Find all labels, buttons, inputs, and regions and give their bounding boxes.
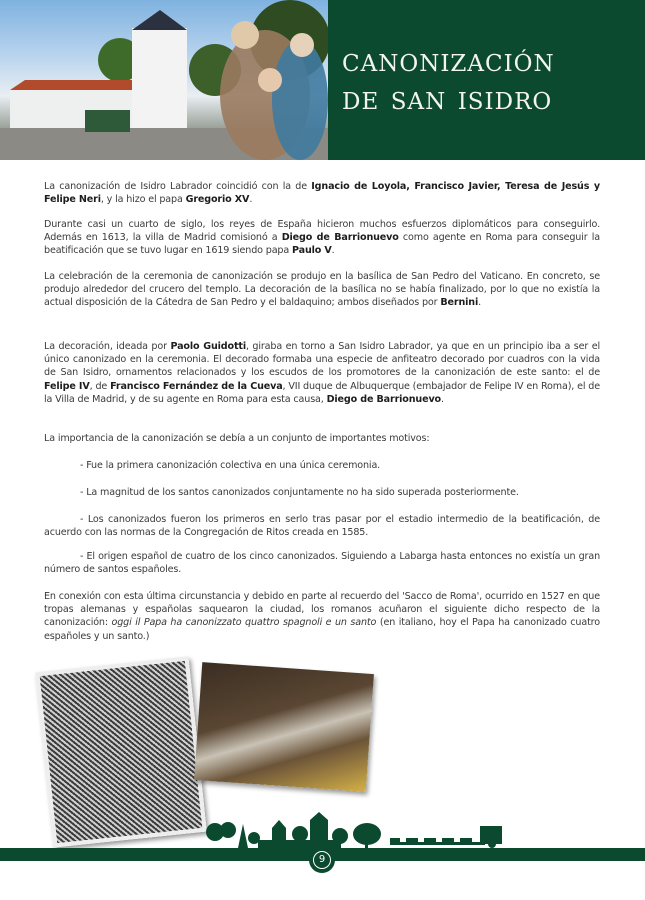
text-run: - El origen español de cuatro de los cinco canonizados. Siguiendo a Labarga hasta entonces no existía un gran número de santos españoles. — [44, 551, 600, 576]
page-title-line-1: canonización — [342, 40, 555, 79]
paragraph — [44, 340, 600, 406]
casket-photo — [194, 662, 374, 792]
bullet-paragraph — [44, 513, 600, 539]
paragraph — [44, 218, 600, 258]
text-run: , y la hizo el papa — [100, 194, 186, 206]
text-run: . — [331, 245, 335, 257]
header-photo — [0, 0, 328, 160]
text-run: La importancia de la canonización se debía a un conjunto de importantes motivos: — [44, 433, 430, 444]
text-run: - Fue la primera canonización colectiva en una única ceremonia. — [80, 460, 381, 471]
bold-name: Francisco Fernández de la Cueva — [110, 380, 283, 392]
text-run: En conexión con esta última circunstancia y debido en parte al recuerdo del 'Sacco de Roma', ocurrido en 1527 en que tropas alemanas y españolas saquearon la ciudad, los romanos acuñaron el siguiente dicho respecto de la canonización: — [44, 591, 600, 629]
title-banner — [328, 0, 645, 160]
text-run: , VII duque de Albuquerque (embajador de Felipe IV en Roma), el de la Villa de Madrid, y de su agente en Roma para esta causa, — [44, 380, 600, 405]
bold-name: Felipe IV — [44, 380, 90, 392]
text-run: - La magnitud de los santos canonizados conjuntamente no ha sido superada posteriormente. — [80, 487, 519, 498]
bold-name: Paolo Guidotti — [170, 341, 246, 352]
text-run: (en italiano, hoy el Papa ha canonizado cuatro españoles y un santo.) — [44, 617, 600, 642]
text-run: . — [478, 297, 482, 309]
text-run: La canonización de Isidro Labrador coincidió con la de — [44, 181, 312, 192]
engraving-image — [35, 656, 207, 847]
village-silhouette-icon — [200, 812, 510, 850]
text-run: - Los canonizados fueron los primeros en serlo tras pasar por el estadio intermedio de la beatificación, de acuerdo con las normas de la Congregación de Ritos creada en 1585. — [44, 514, 600, 539]
text-run: como agente en Roma para conseguir la beatificación que se tuvo lugar en 1619 siendo papa — [44, 232, 600, 257]
text-run: . — [249, 194, 253, 206]
bold-name: Paulo V — [292, 245, 332, 257]
header-photo-scene — [0, 0, 328, 160]
bold-name: Bernini — [440, 297, 479, 309]
text-run: La celebración de la ceremonia de canonización se produjo en la basílica de San Pedro del Vaticano. En concreto, se produjo alrededor del crucero del templo. La decoración de la basílica no se había finalizado, por lo que no existía la actual disposición de la Cátedra de San Pedro y el baldaquino; ambos diseñados por — [44, 271, 600, 309]
bullet-paragraph — [44, 486, 600, 499]
paragraph — [44, 432, 600, 445]
text-run: , giraba en torno a San Isidro Labrador, ya que en un principio iba a ser el único canonizado en la ceremonia. El decorado formaba una especie de anfiteatro decorado por cuadros con la vida de San Isidro, ornamentos relacionados y los escudos de los promotores de la canonización de este santo: el de — [44, 341, 600, 379]
page-number: 9 — [313, 851, 331, 869]
bold-name: Diego de Barrionuevo — [326, 393, 441, 405]
bullet-paragraph — [44, 459, 600, 472]
bold-name: Gregorio XV — [185, 194, 250, 206]
paragraph — [44, 180, 600, 206]
page-number-badge — [309, 847, 335, 873]
paragraph — [44, 270, 600, 310]
paragraph — [44, 590, 600, 643]
text-run: La decoración, ideada por — [44, 341, 171, 352]
bullet-paragraph — [44, 550, 600, 576]
text-run: . — [441, 393, 444, 405]
italic-quote: oggi il Papa ha canonizzato quattro spagnoli e un santo — [111, 617, 377, 629]
text-run: Durante casi un cuarto de siglo, los reyes de España hicieron muchos esfuerzos diplomáticos para conseguirlo. Además en 1613, la villa de Madrid comisionó a — [44, 219, 600, 244]
text-run: , de — [89, 380, 111, 392]
page-title-line-2: de san isidro — [342, 78, 553, 117]
bold-name: Ignacio de Loyola, Francisco Javier, Teresa de Jesús y Felipe Neri — [44, 181, 601, 206]
bold-name: Diego de Barrionuevo — [281, 232, 399, 244]
